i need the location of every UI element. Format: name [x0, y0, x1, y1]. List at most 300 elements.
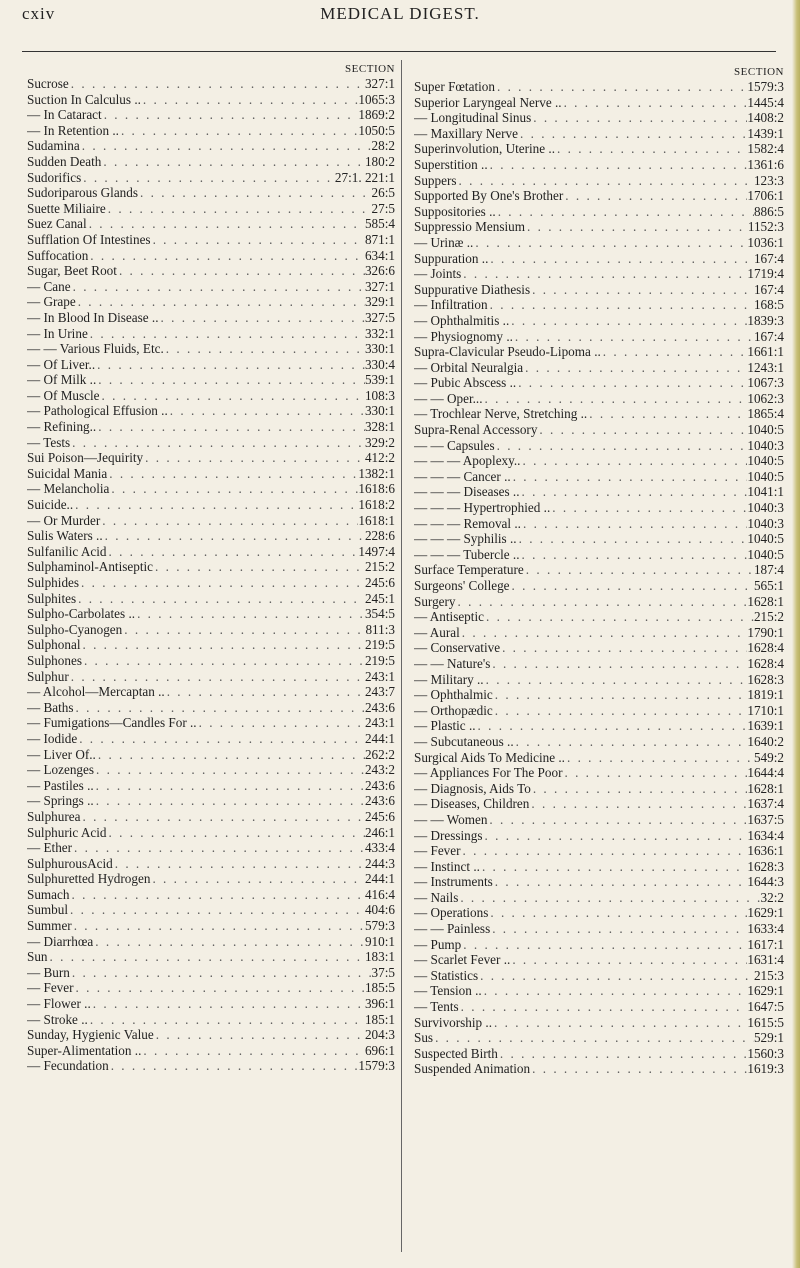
index-entry: [414, 1046, 784, 1062]
dot-leader: [159, 310, 365, 326]
section-reference: 123:3: [753, 172, 784, 188]
section-reference: 1629:1: [747, 983, 784, 999]
index-entry: [27, 497, 395, 513]
index-entry: [414, 313, 784, 329]
section-reference: 180:2: [364, 153, 395, 169]
dot-leader: [488, 251, 754, 267]
entry-term: Survivorship ..: [414, 1014, 493, 1030]
entry-term: — Pump: [414, 936, 462, 952]
dot-leader: [529, 796, 747, 812]
index-entry: [27, 606, 395, 622]
dot-leader: [74, 700, 365, 716]
section-reference: 886:5: [753, 203, 784, 219]
index-entry: [27, 747, 395, 763]
dot-leader: [96, 419, 365, 435]
entry-term: — Physiognomy ..: [414, 328, 513, 344]
index-entry: [27, 123, 395, 139]
dot-leader: [460, 625, 748, 641]
entry-term: Surgeons' College: [414, 578, 510, 593]
dot-leader: [113, 856, 365, 872]
entry-term: — Instinct ..: [414, 858, 480, 874]
section-reference: 1497:4: [358, 543, 395, 559]
dot-leader: [537, 422, 747, 438]
index-entry: [27, 76, 395, 92]
entry-term: Superinvolution, Uterine ..: [414, 141, 556, 157]
dot-leader: [461, 843, 748, 859]
index-entry: [414, 578, 784, 594]
index-entry: [414, 547, 784, 563]
dot-leader: [94, 778, 365, 794]
entry-term: Surface Temperature: [414, 562, 524, 578]
dot-leader: [141, 92, 358, 108]
entry-term: — Urinæ ..: [414, 234, 474, 250]
index-entry: [414, 329, 784, 345]
index-entry: [27, 403, 395, 419]
entry-term: — Fever: [27, 980, 74, 996]
dot-leader: [459, 999, 748, 1015]
index-entry: [414, 828, 784, 844]
index-entry: [414, 110, 784, 126]
entry-term: — Baths: [27, 699, 74, 715]
index-entry: [27, 326, 395, 342]
index-entry: [414, 594, 784, 610]
dot-leader: [476, 718, 748, 734]
entry-term: — Joints: [414, 266, 462, 282]
index-entry: [414, 999, 784, 1015]
dot-leader: [94, 793, 365, 809]
section-reference: 1243:1: [747, 359, 784, 375]
index-entry: [27, 1012, 395, 1028]
dot-leader: [510, 952, 747, 968]
entry-term: — Subcutaneous ..: [414, 733, 514, 749]
section-reference: 1618:1: [358, 512, 395, 528]
section-reference: 215:2: [753, 609, 784, 625]
entry-term: Sulpho-Cyanogen: [27, 621, 123, 637]
dot-leader: [478, 968, 754, 984]
entry-term: — Pubic Abscess ..: [414, 375, 517, 391]
section-reference: 245:1: [364, 590, 395, 606]
entry-term: — Stroke ..: [27, 1011, 88, 1027]
entry-term: Sulpho-Carbolates ..: [27, 606, 136, 622]
dot-leader: [154, 1027, 365, 1043]
index-entry: [414, 812, 784, 828]
dot-leader: [488, 157, 748, 173]
section-reference: 1661:1: [747, 344, 784, 360]
section-reference: 1445:4: [747, 94, 784, 110]
section-reference: 1040:5: [747, 453, 784, 469]
dot-leader: [480, 859, 747, 875]
section-reference: 244:3: [364, 855, 395, 871]
entry-term: Sudoriparous Glands: [27, 185, 138, 201]
section-reference: 326:6: [364, 263, 395, 279]
index-entry: [27, 1043, 395, 1059]
dot-leader: [102, 107, 359, 123]
section-reference: 871:1: [364, 231, 395, 247]
index-entry: [27, 466, 395, 482]
index-entry: [27, 965, 395, 981]
dot-leader: [461, 266, 747, 282]
index-entry: [27, 856, 395, 872]
entry-term: Sulis Waters ..: [27, 528, 103, 544]
index-entry: [414, 765, 784, 781]
index-entry: [27, 918, 395, 934]
dot-leader: [138, 185, 372, 201]
index-entry: [414, 406, 784, 422]
entry-term: Sulphuric Acid: [27, 824, 107, 840]
entry-term: Sudden Death: [27, 153, 102, 169]
index-entry: [414, 1061, 784, 1077]
section-reference: 1647:5: [747, 999, 784, 1015]
section-reference: 167:4: [753, 250, 784, 266]
dot-leader: [520, 547, 748, 563]
index-entry: [27, 887, 395, 903]
index-entry: [414, 126, 784, 142]
index-entry: [27, 435, 395, 451]
section-reference: 529:1: [753, 1030, 784, 1046]
entry-term: Suffocation: [27, 247, 89, 263]
section-reference: 1644:4: [747, 765, 784, 781]
index-entry: [27, 154, 395, 170]
index-entry: [414, 188, 784, 204]
dot-leader: [100, 513, 358, 529]
dot-leader: [165, 684, 365, 700]
section-reference: 549:2: [753, 749, 784, 765]
index-entry: [27, 201, 395, 217]
index-entry: [414, 516, 784, 532]
header-rule: [22, 51, 776, 52]
section-reference: 330:4: [364, 356, 395, 372]
entry-term: — Burn: [27, 964, 70, 980]
index-entry: [414, 734, 784, 750]
section-reference: 1615:5: [747, 1014, 784, 1030]
entry-term: Sulphuretted Hydrogen: [27, 871, 151, 887]
entry-term: — Of Liver..: [27, 356, 96, 372]
index-entry: [414, 422, 784, 438]
entry-term: Sumach: [27, 886, 70, 902]
index-column-right: [414, 62, 784, 1077]
entry-term: — Of Muscle: [27, 387, 100, 403]
section-reference: 332:1: [364, 325, 395, 341]
index-entry: [414, 235, 784, 251]
dot-leader: [95, 357, 365, 373]
dot-leader: [473, 235, 747, 251]
section-reference: 1040:5: [747, 468, 784, 484]
dot-leader: [517, 531, 748, 547]
dot-leader: [107, 825, 365, 841]
dot-leader: [510, 578, 754, 594]
dot-leader: [70, 887, 365, 903]
section-reference: 1065:3: [358, 91, 395, 107]
index-entry: [27, 528, 395, 544]
dot-leader: [500, 640, 747, 656]
index-entry: [27, 185, 395, 201]
index-entry: [414, 703, 784, 719]
dot-leader: [565, 750, 754, 766]
index-entry: [414, 640, 784, 656]
entry-term: Super Fœtation: [414, 79, 495, 94]
index-entry: [27, 871, 395, 887]
index-entry: [414, 874, 784, 890]
section-reference: 354:5: [364, 606, 395, 622]
dot-leader: [498, 1046, 747, 1062]
section-reference: 167:4: [753, 328, 784, 344]
dot-leader: [73, 497, 358, 513]
section-reference: 244:1: [364, 871, 395, 887]
section-reference: 404:6: [364, 902, 395, 918]
entry-term: Supported By One's Brother: [414, 188, 564, 204]
index-entry: [414, 921, 784, 937]
section-reference: 262:2: [364, 746, 395, 762]
dot-leader: [96, 747, 365, 763]
index-entry: [414, 375, 784, 391]
dot-leader: [72, 840, 365, 856]
section-reference: 539:1: [364, 372, 395, 388]
column-divider: [401, 60, 402, 1252]
entry-term: — Pastiles ..: [27, 777, 94, 793]
section-reference: 1634:4: [747, 827, 784, 843]
entry-term: Sulphites: [27, 590, 77, 606]
dot-leader: [70, 965, 372, 981]
dot-leader: [511, 469, 748, 485]
section-column-header: SECTION: [734, 66, 784, 78]
entry-term: — — — Syphilis ..: [414, 531, 517, 547]
section-reference: 1040:3: [747, 515, 784, 531]
entry-term: Suette Miliaire: [27, 200, 106, 216]
entry-term: — Trochlear Nerve, Stretching ..: [414, 406, 588, 422]
entry-term: — Military ..: [414, 671, 484, 687]
index-entry: [414, 173, 784, 189]
index-entry: [27, 949, 395, 965]
dot-leader: [71, 279, 365, 295]
index-entry: [414, 859, 784, 875]
entry-term: — Orbital Neuralgia: [414, 359, 524, 375]
entry-term: Sugar, Beet Root: [27, 263, 117, 279]
section-reference: 245:6: [364, 575, 395, 590]
index-entry: [414, 500, 784, 516]
dot-leader: [69, 76, 365, 92]
index-entry: [414, 438, 784, 454]
dot-leader: [509, 313, 747, 329]
section-reference: 215:3: [753, 967, 784, 983]
section-reference: 187:4: [753, 562, 784, 578]
section-reference: 1036:1: [747, 234, 784, 250]
section-reference: 167:4: [753, 281, 784, 297]
section-reference: 204:3: [364, 1027, 395, 1043]
index-entry: [414, 251, 784, 267]
dot-leader: [483, 828, 748, 844]
dot-leader: [122, 622, 365, 638]
dot-leader: [484, 672, 748, 688]
entry-term: Sudorifics: [27, 169, 82, 185]
entry-term: — — — Hypertrophied ..: [414, 500, 551, 516]
section-reference: 1819:1: [747, 687, 784, 703]
entry-list: [27, 76, 395, 1074]
dot-leader: [458, 890, 760, 906]
entry-term: — Flower ..: [27, 996, 91, 1012]
entry-term: — Antiseptic: [414, 609, 484, 625]
section-reference: 1582:4: [747, 141, 784, 157]
index-entry: [27, 700, 395, 716]
index-entry: [414, 157, 784, 173]
dot-leader: [109, 481, 358, 497]
entry-term: Surgery: [414, 593, 456, 609]
entry-term: — — — Tubercle ..: [414, 546, 520, 562]
index-entry: [27, 310, 395, 326]
dot-leader: [490, 656, 747, 672]
section-reference: 1628:3: [747, 671, 784, 687]
entry-term: — Or Murder: [27, 512, 101, 528]
index-entry: [414, 718, 784, 734]
index-entry: [27, 778, 395, 794]
entry-term: — Melancholia: [27, 481, 110, 497]
entry-term: — Pathological Effusion ..: [27, 403, 168, 419]
section-reference: 416:4: [364, 886, 395, 902]
section-reference: 330:1: [364, 403, 395, 419]
section-reference: 243:1: [364, 715, 395, 731]
section-reference: 1617:1: [747, 936, 784, 952]
dot-leader: [523, 360, 747, 376]
section-reference: 330:1: [364, 341, 395, 357]
section-reference: 1637:4: [747, 796, 784, 812]
entry-term: Suppressio Mensium: [414, 219, 525, 235]
section-reference: 1618:2: [358, 497, 395, 513]
index-entry: [414, 282, 784, 298]
section-reference: 1631:4: [747, 952, 784, 968]
index-column-left: [27, 62, 395, 1074]
index-entry: [414, 937, 784, 953]
dot-leader: [525, 219, 748, 235]
entry-term: — In Cataract: [27, 107, 102, 123]
entry-term: Sun: [27, 949, 48, 965]
page-edge: [792, 0, 800, 1268]
index-entry: [414, 391, 784, 407]
dot-leader: [492, 1015, 747, 1031]
section-reference: 28:2: [371, 138, 395, 154]
dot-leader: [106, 201, 372, 217]
dot-leader: [103, 528, 365, 544]
entry-term: — Fumigations—Candles For ..: [27, 715, 197, 731]
entry-term: Sumbul: [27, 902, 69, 918]
index-entry: [27, 248, 395, 264]
section-reference: 1628:4: [747, 640, 784, 656]
section-reference: 1706:1: [747, 188, 784, 204]
index-entry: [27, 996, 395, 1012]
index-entry: [414, 843, 784, 859]
dot-leader: [531, 781, 748, 797]
index-entry: [27, 731, 395, 747]
dot-leader: [514, 734, 748, 750]
index-entry: [27, 388, 395, 404]
page-header: [22, 4, 778, 26]
section-reference: 1633:4: [747, 921, 784, 937]
dot-leader: [168, 403, 365, 419]
index-entry: [414, 141, 784, 157]
dot-leader: [81, 170, 335, 186]
dot-leader: [72, 918, 365, 934]
dot-leader: [493, 703, 748, 719]
entry-term: Sulfanilic Acid: [27, 543, 107, 559]
entry-term: Super-Alimentation ..: [27, 1042, 142, 1058]
section-reference: 1382:1: [358, 465, 395, 481]
section-reference: 696:1: [364, 1042, 395, 1058]
dot-leader: [106, 544, 358, 560]
dot-leader: [433, 1030, 754, 1046]
dot-leader: [79, 575, 365, 591]
entry-term: Suicidal Mania: [27, 465, 108, 481]
index-entry: [27, 793, 395, 809]
entry-term: SulphurousAcid: [27, 855, 113, 871]
index-entry: [27, 980, 395, 996]
section-reference: 579:3: [364, 918, 395, 934]
entry-term: Sulphones: [27, 652, 82, 668]
index-entry: [414, 625, 784, 641]
dot-leader: [117, 263, 365, 279]
index-entry: [27, 372, 395, 388]
section-reference: 185:1: [364, 1011, 395, 1027]
entry-term: — Grape: [27, 294, 76, 310]
dot-leader: [197, 715, 365, 731]
running-title: MEDICAL DIGEST.: [320, 4, 480, 23]
dot-leader: [70, 435, 365, 451]
dot-leader: [150, 871, 365, 887]
section-reference: 1637:5: [747, 811, 784, 827]
section-reference: 1719:4: [747, 266, 784, 282]
section-reference: 243:2: [364, 762, 395, 778]
section-reference: 1640:2: [747, 733, 784, 749]
entry-term: Supra-Renal Accessory: [414, 422, 538, 438]
section-reference: 396:1: [364, 996, 395, 1012]
section-reference: 243:6: [364, 777, 395, 793]
dot-leader: [555, 141, 747, 157]
section-reference: 327:5: [364, 309, 395, 325]
index-entry: [27, 107, 395, 123]
dot-leader: [80, 637, 364, 653]
index-entry: [414, 672, 784, 688]
section-reference: 1579:3: [358, 1058, 395, 1074]
entry-term: — Tension ..: [414, 983, 482, 999]
index-entry: [27, 825, 395, 841]
dot-leader: [601, 344, 748, 360]
section-reference: 1618:6: [358, 481, 395, 497]
index-entry: [414, 531, 784, 547]
section-reference: 37:5: [371, 964, 395, 980]
section-reference: 1062:3: [747, 390, 784, 406]
index-entry: [27, 513, 395, 529]
section-reference: 215:2: [364, 559, 395, 575]
index-entry: [414, 562, 784, 578]
dot-leader: [48, 949, 365, 965]
section-reference: 244:1: [364, 730, 395, 746]
index-entry: [27, 419, 395, 435]
section-reference: 1152:3: [747, 219, 784, 235]
section-reference: 634:1: [364, 247, 395, 263]
entry-term: — Nails: [414, 889, 459, 905]
entry-term: — Ophthalmic: [414, 687, 493, 703]
entry-term: Sulphur: [27, 668, 69, 684]
section-reference: 1629:1: [747, 905, 784, 921]
section-reference: 1839:3: [747, 312, 784, 328]
dot-leader: [495, 79, 747, 95]
index-entry: [414, 968, 784, 984]
section-reference: 327:1: [364, 76, 395, 91]
dot-leader: [562, 765, 747, 781]
index-entry: [414, 781, 784, 797]
dot-leader: [516, 375, 747, 391]
section-reference: 1628:3: [747, 858, 784, 874]
dot-leader: [490, 921, 747, 937]
section-reference: 328:1: [364, 419, 395, 435]
entry-term: — — — Cancer ..: [414, 468, 511, 484]
